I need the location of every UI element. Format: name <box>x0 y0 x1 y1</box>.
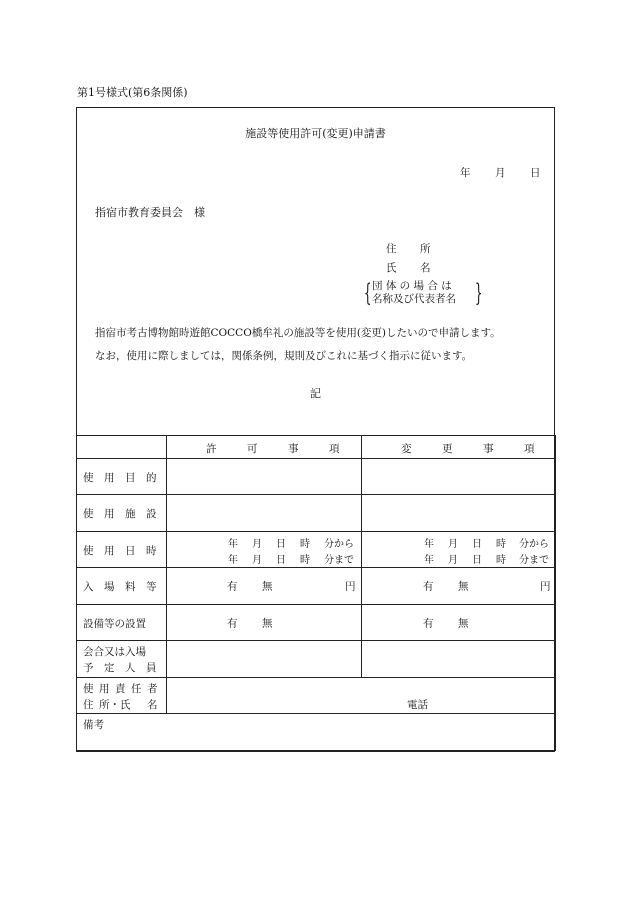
document-title: 施設等使用許可(変更)申請書 <box>245 127 386 140</box>
fee-change-yes-option[interactable]: 有 <box>423 580 434 593</box>
right-bracket-icon: } <box>474 279 483 307</box>
row-label-datetime: 使 用 日 時 <box>77 532 167 568</box>
group-representative-note <box>363 279 483 307</box>
row-label-attendance: 会合又は入場 予 定 人 員 <box>77 641 167 678</box>
equipment-yes-option[interactable]: 有 <box>227 617 238 629</box>
equipment-no-option[interactable]: 無 <box>262 617 273 629</box>
responsible-person-cell[interactable] <box>167 678 556 714</box>
fee-permit-cell[interactable] <box>167 568 362 605</box>
date-day-label: 日 <box>530 167 541 179</box>
row-label-facility: 使 用 施 設 <box>77 495 167 532</box>
left-bracket-icon: { <box>363 279 372 307</box>
fee-yes-option[interactable]: 有 <box>227 580 238 593</box>
form-number-label: 第1号様式(第6条関係) <box>77 86 188 99</box>
row-label-fee: 入 場 料 等 <box>77 568 167 605</box>
equipment-change-yes-option[interactable]: 有 <box>423 617 434 629</box>
attendance-change-cell[interactable] <box>362 641 556 678</box>
name-label-2: 名 <box>420 262 431 274</box>
purpose-change-cell[interactable] <box>362 459 556 495</box>
fee-change-yen-unit: 円 <box>540 580 551 593</box>
row-label-responsible: 使 用 責 任 者 住 所・氏 名 <box>77 678 167 714</box>
header-permit-items: 許 可 事 項 <box>167 436 362 459</box>
equipment-change-cell[interactable] <box>362 605 556 641</box>
addressee: 指宿市教育委員会 様 <box>95 206 205 219</box>
fee-no-option[interactable]: 無 <box>262 580 273 593</box>
fee-change-no-option[interactable]: 無 <box>458 580 469 593</box>
purpose-permit-cell[interactable] <box>167 459 362 495</box>
address-label-1: 住 <box>386 243 397 255</box>
application-form <box>76 107 555 752</box>
name-label-1: 氏 <box>386 262 397 274</box>
row-label-equipment: 設備等の設置 <box>77 605 167 641</box>
date-year-label: 年 <box>460 167 471 179</box>
application-table <box>76 435 556 751</box>
group-note-line-2: 名称及び代表者名 <box>372 293 456 305</box>
header-blank-cell <box>77 436 167 459</box>
facility-permit-cell[interactable] <box>167 495 362 532</box>
statement-line-1: 指宿市考古博物館時遊館COCCO橋牟礼の施設等を使用(変更)したいので申請します。 <box>95 327 501 339</box>
address-label-2: 所 <box>420 243 431 255</box>
datetime-change-cell[interactable]: 年 月 日 時 分から 年 月 日 時 分まで <box>362 532 556 568</box>
ki-heading: 記 <box>310 387 321 400</box>
row-label-purpose: 使 用 目 的 <box>77 459 167 495</box>
date-month-label: 月 <box>495 167 506 179</box>
remarks-label: 備考 <box>83 719 104 731</box>
statement-line-2: なお，使用に際しましては，関係条例，規則及びこれに基づく指示に従います。 <box>95 350 473 362</box>
phone-label: 電話 <box>407 699 428 711</box>
remarks-cell[interactable] <box>77 714 556 751</box>
equipment-change-no-option[interactable]: 無 <box>458 617 469 629</box>
attendance-permit-cell[interactable] <box>167 641 362 678</box>
datetime-permit-cell[interactable]: 年 月 日 時 分から 年 月 日 時 分まで <box>167 532 362 568</box>
header-change-items: 変 更 事 項 <box>362 436 556 459</box>
facility-change-cell[interactable] <box>362 495 556 532</box>
fee-change-cell[interactable] <box>362 568 556 605</box>
fee-yen-unit: 円 <box>345 580 356 593</box>
equipment-permit-cell[interactable] <box>167 605 362 641</box>
group-note-line-1: 団 体 の 場 合 は <box>372 280 452 292</box>
